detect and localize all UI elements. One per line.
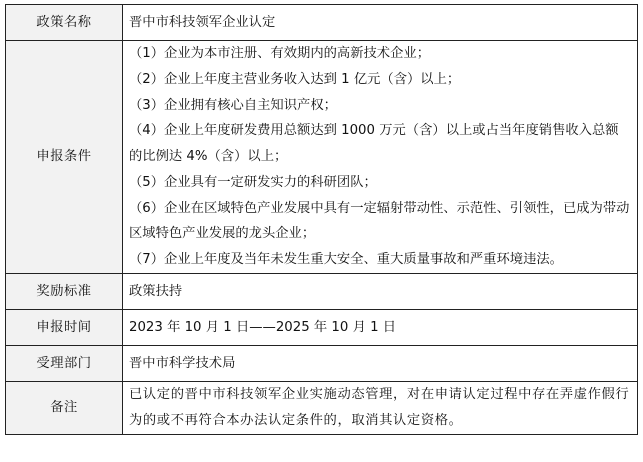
table-row xyxy=(6,41,638,274)
table-row xyxy=(6,382,638,435)
apply-time-value: 2023 年 10 月 1 日——2025 年 10 月 1 日 xyxy=(123,310,638,346)
row-label-conditions: 申报条件 xyxy=(6,41,123,274)
row-label-remarks: 备注 xyxy=(6,382,123,435)
table-row xyxy=(6,5,638,41)
reward-value: 政策扶持 xyxy=(123,274,638,310)
remarks-value: 已认定的晋中市科技领军企业实施动态管理，对在申请认定过程中存在弄虚作假行为的或不再符合本办法认定条件的，取消其认定资格。 xyxy=(129,387,630,428)
row-label-reward: 奖励标准 xyxy=(6,274,123,310)
condition-item: （1）企业为本市注册、有效期内的高新技术企业； xyxy=(129,46,430,62)
row-label-policy-name: 政策名称 xyxy=(6,5,123,41)
policy-name-value: 晋中市科技领军企业认定 xyxy=(123,5,638,41)
conditions-cell xyxy=(123,41,638,274)
table-row xyxy=(6,274,638,310)
condition-item: （3）企业拥有核心自主知识产权； xyxy=(129,97,337,113)
condition-item: （4）企业上年度研发费用总额达到 1000 万元（含）以上或占当年度销售收入总额的比例达 4%（含）以上； xyxy=(129,123,619,165)
policy-table xyxy=(5,4,638,435)
table-row xyxy=(6,310,638,346)
table-row xyxy=(6,346,638,382)
row-label-department: 受理部门 xyxy=(6,346,123,382)
condition-item: （2）企业上年度主营业务收入达到 1 亿元（含）以上； xyxy=(129,72,461,88)
condition-item: （6）企业在区域特色产业发展中具有一定辐射带动性、示范性、引领性，已成为带动区域特色产业发展的龙头企业； xyxy=(129,200,630,242)
condition-item: （7）企业上年度及当年未发生重大安全、重大质量事故和严重环境违法。 xyxy=(129,251,563,267)
department-value: 晋中市科学技术局 xyxy=(123,346,638,382)
remarks-cell xyxy=(123,382,638,435)
row-label-apply-time: 申报时间 xyxy=(6,310,123,346)
condition-item: （5）企业具有一定研发实力的科研团队； xyxy=(129,174,377,190)
